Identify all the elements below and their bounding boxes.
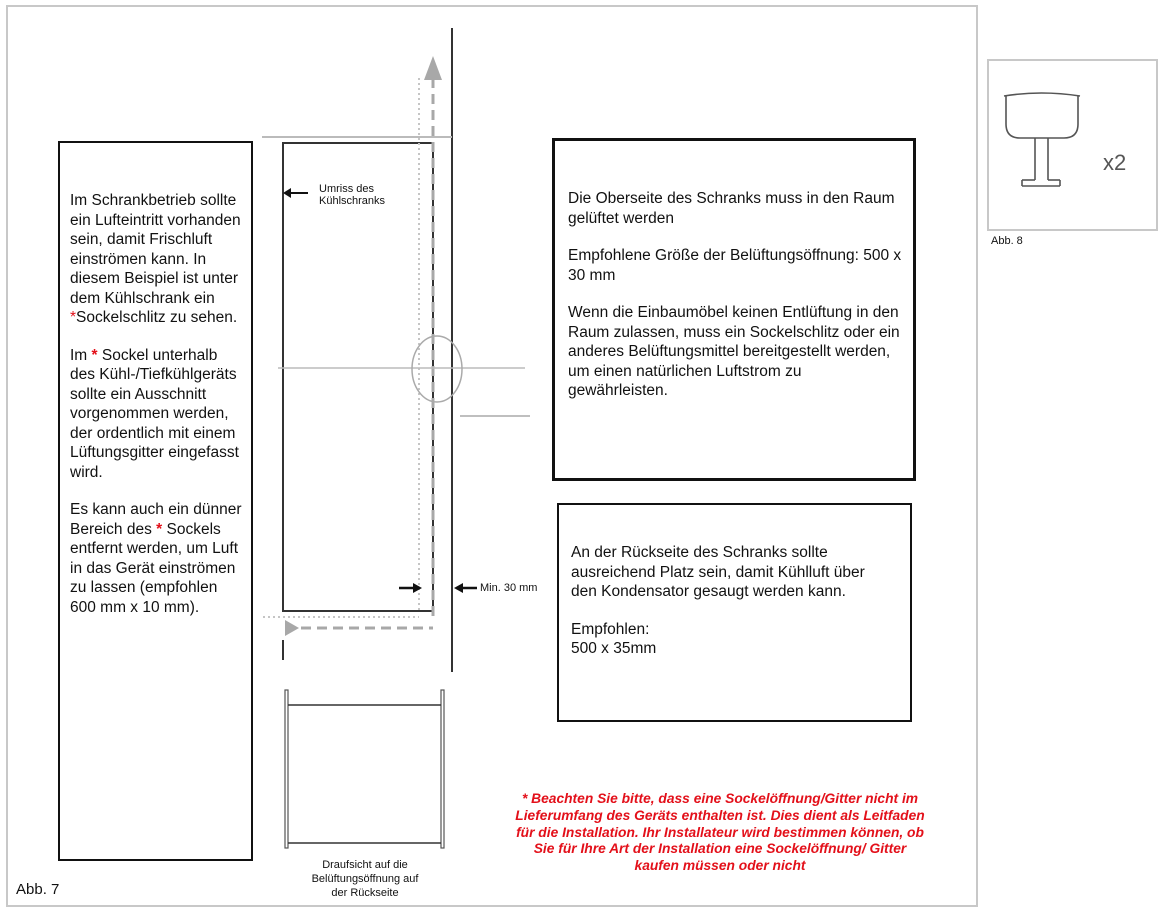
top-ventilation-box — [552, 138, 916, 481]
airflow-up-arrow — [424, 56, 442, 80]
rear-box-paragraph-1: An der Rückseite des Schranks sollte ausreichend Platz sein, damit Kühlluft über den Kondensator gesaugt werden kann. — [571, 544, 865, 600]
airflow-right-arrow — [285, 620, 299, 636]
left-info-panel — [58, 141, 253, 861]
left-paragraph-2: Im * Sockel unterhalb des Kühl-/Tiefkühlgeräts sollte ein Ausschnitt vorgenommen werden, der ordentlich mit einem Lüftungsgitter eingefasst wird. — [70, 346, 239, 481]
figure-8-label: Abb. 8 — [991, 235, 1023, 247]
figure-8-quantity: x2 — [1103, 150, 1127, 175]
fridge-outline-label: Umriss des Kühlschranks — [319, 183, 386, 207]
top-box-paragraph-3: Wenn die Einbaumöbel keinen Entlüftung in den Raum zulassen, muss ein Sockelschlitz oder ein anderes Belüftungsmittel bereitgestellt werden, um einen natürlichen Luftstrom zu gewährleisten. — [568, 304, 900, 399]
figure-7-label: Abb. 7 — [16, 881, 60, 898]
top-box-paragraph-1: Die Oberseite des Schranks muss in den Raum gelüftet werden — [568, 190, 895, 227]
top-box-paragraph-2: Empfohlene Größe der Belüftungsöffnung: 500 x 30 mm — [568, 247, 902, 284]
disclaimer-note: * Beachten Sie bitte, dass eine Sockelöffnung/Gitter nicht im Lieferumfang des Geräts enthalten ist. Dies dient als Leitfaden für die Installation. Ihr Installateur wird bestimmen können, ob Sie für Ihre Art der Installation eine Sockelöffnung/ Gitter kaufen müssen oder nicht — [515, 791, 925, 874]
min-gap-label: Min. 30 mm — [480, 582, 538, 594]
top-view-drawing — [285, 690, 444, 848]
rear-clearance-box — [557, 503, 912, 722]
left-paragraph-1: Im Schrankbetrieb sollte ein Lufteintritt vorhanden sein, damit Frischluft einströmen kann. In diesem Beispiel ist unter dem Kühlschrank ein *Sockelschlitz zu sehen. — [70, 192, 241, 326]
top-view-caption: Draufsicht auf die Belüftungsöffnung auf der Rückseite — [311, 859, 419, 899]
rear-box-paragraph-2: Empfohlen: 500 x 35mm — [571, 620, 657, 657]
fridge-outline — [283, 143, 433, 611]
left-paragraph-3: Es kann auch ein dünner Bereich des * Sockels entfernt werden, um Luft in das Gerät einströmen zu lassen (empfohlen 600 mm x 10 mm). — [70, 501, 242, 616]
figure-8-frame — [987, 59, 1158, 231]
